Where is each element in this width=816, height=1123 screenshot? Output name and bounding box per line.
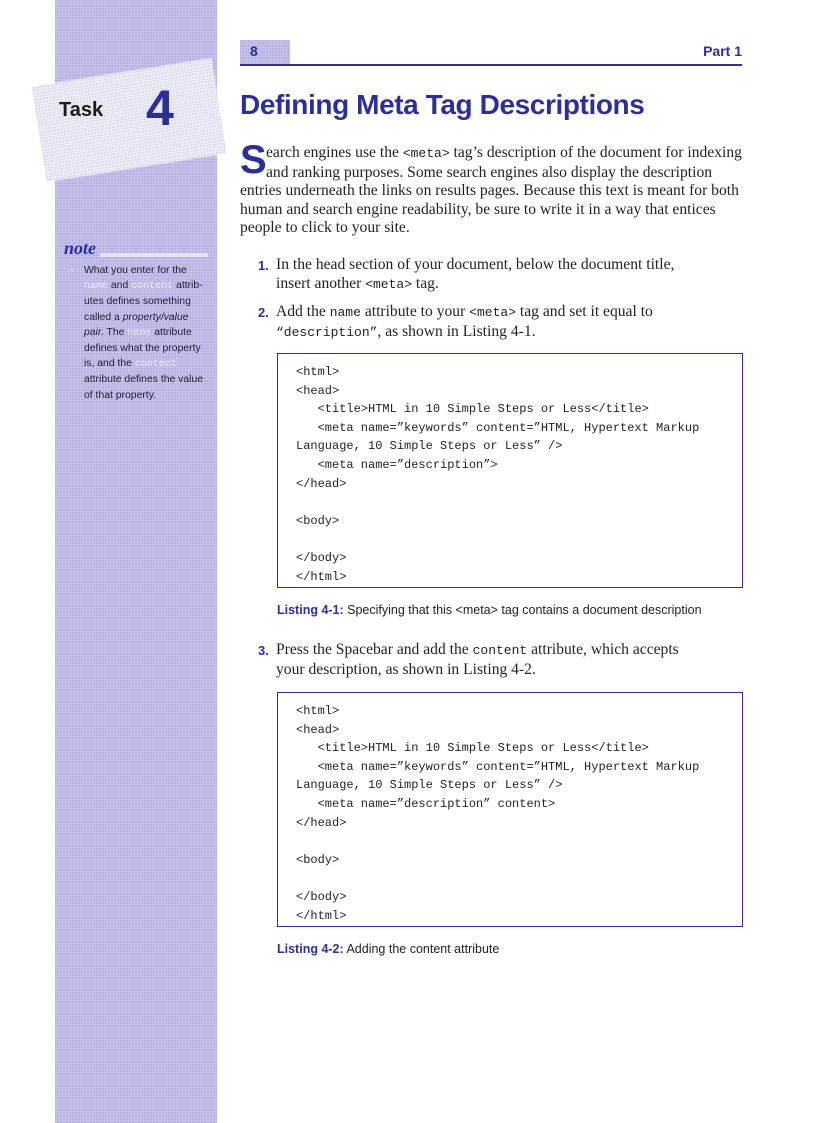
code-line: </html> [296, 569, 347, 584]
note-line: What you enter for the [84, 265, 187, 276]
note-line: attribute defines the value [84, 374, 203, 386]
step-line: insert another <meta> tag. [276, 275, 439, 292]
header-divider [240, 64, 742, 66]
code-line: <body> [296, 852, 340, 867]
code-line: <head> [296, 722, 340, 737]
step-number: 3. [258, 643, 269, 658]
code-line: </body> [296, 550, 347, 565]
note-line: name and content attrib- [84, 280, 203, 293]
page-title: Defining Meta Tag Descriptions [240, 89, 645, 120]
code-line: </body> [296, 889, 347, 904]
page-number: 8 [250, 43, 258, 59]
intro-line: earch engines use the <meta> tag’s description of the document for indexing [266, 144, 742, 161]
note-line: called a property/value [84, 311, 189, 323]
intro-line: entries underneath the links on results pages. Because this text is meant for both [240, 182, 739, 200]
code-line: <head> [296, 383, 340, 398]
code-line: <body> [296, 513, 340, 528]
note-heading: note [64, 238, 97, 258]
bullet-icon: • [70, 265, 74, 276]
code-line: <meta name=”keywords” content=”HTML, Hypertext Markup [296, 759, 700, 774]
step-3 [258, 640, 738, 679]
note-line: is, and the content [84, 358, 177, 371]
drop-cap: S [240, 138, 267, 182]
step-1 [258, 255, 738, 294]
code-line [296, 832, 732, 851]
code-line: <meta name=”keywords” content=”HTML, Hypertext Markup [296, 420, 700, 435]
code-line: <meta name=”description”> [296, 457, 498, 472]
code-line: Language, 10 Simple Steps or Less” /> [296, 439, 563, 454]
note-text [70, 263, 212, 403]
intro-line: people to click to your site. [240, 219, 410, 237]
step-line: “description”, as shown in Listing 4-1. [276, 323, 536, 340]
note-line: defines what the property [84, 343, 201, 355]
note-line: utes defines something [84, 296, 191, 308]
code-line [296, 493, 732, 512]
code-line: </head> [296, 815, 347, 830]
step-line: Press the Spacebar and add the content attribute, which accepts [276, 641, 679, 658]
code-line: <meta name=”description” content> [296, 796, 556, 811]
listing-caption: Listing 4-1: Specifying that this <meta> tag contains a document description [277, 603, 702, 617]
code-listing-4-1 [277, 353, 743, 588]
note-divider [100, 253, 208, 257]
intro-line: human and search engine readability, be sure to write it in a way that entices [240, 200, 716, 218]
step-2 [258, 302, 738, 342]
step-line: Add the name attribute to your <meta> tag and set it equal to [276, 303, 653, 320]
code-line [296, 869, 732, 888]
code-line: <html> [296, 365, 340, 379]
task-number: 4 [146, 80, 174, 136]
code-line: <title>HTML in 10 Simple Steps or Less</title> [296, 741, 649, 756]
listing-caption: Listing 4-2: Adding the content attribute [277, 942, 500, 956]
code-line [296, 530, 732, 549]
step-line: In the head section of your document, below the document title, [276, 256, 675, 273]
code-listing-4-2 [277, 692, 743, 927]
note-line: of that property. [84, 389, 157, 401]
code-line: </html> [296, 908, 347, 923]
code-line: </head> [296, 476, 347, 491]
intro-paragraph [240, 144, 750, 238]
note-line: pair. The name attribute [84, 326, 192, 339]
code-line: <title>HTML in 10 Simple Steps or Less</title> [296, 402, 649, 417]
code-line: Language, 10 Simple Steps or Less” /> [296, 778, 563, 793]
page-number-box [240, 40, 290, 64]
task-label: Task [59, 99, 104, 121]
step-number: 2. [258, 305, 269, 320]
step-number: 1. [258, 258, 269, 273]
part-label: Part 1 [703, 43, 742, 59]
intro-line: and ranking purposes. Some search engines also display the description [266, 163, 713, 181]
step-line: your description, as shown in Listing 4-2. [276, 661, 536, 678]
code-line: <html> [296, 704, 340, 718]
